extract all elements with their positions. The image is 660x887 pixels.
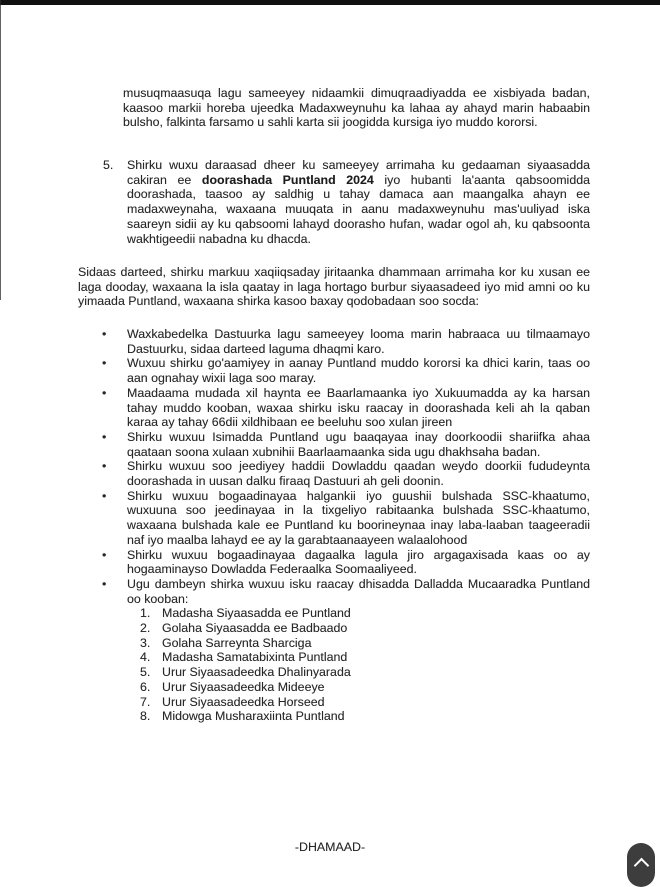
list-item <box>102 356 590 385</box>
bullet-text: Wuxuu shirku go'aamiyey in aanay Puntland muddo kororsi ka dhici karin, taas oo aan ognahay wixii laga soo maray. <box>127 356 590 386</box>
list-item <box>140 695 590 710</box>
list-item <box>102 327 590 356</box>
bullet-icon: • <box>102 547 107 562</box>
bullet-icon: • <box>102 327 107 341</box>
coalition-item-number: 7. <box>140 694 151 709</box>
bullet-text: Ugu dambeyn shirka wuxuu isku raacay dhisadda Dalladda Mucaaradka Puntland oo kooban: <box>127 576 590 606</box>
intro-paragraph: musuqmaasuqa lagu sameeyey nidaamkii dimuqraadiyadda ee xisbiyada badan, kaasoo markii horeba ujeedka Madaxweynuhu ka lahaa ay ahayd marin habaabin bulsho, falkinta farsamo u sahli karta sii joogidda kursiga iyo muddo kororsi. <box>123 86 590 130</box>
bullet-icon: • <box>102 576 107 591</box>
coalition-item-label: Golaha Sarreynta Sharciga <box>162 635 312 650</box>
left-edge-line <box>0 0 1 300</box>
list-item <box>102 577 590 606</box>
list-item <box>140 665 590 680</box>
list-item <box>140 650 590 665</box>
point-5-bold-text: doorashada Puntland 2024 <box>201 172 374 187</box>
coalition-item-label: Urur Siyaasadeedka Horseed <box>162 694 325 709</box>
bullet-icon: • <box>102 356 107 371</box>
resolutions-list <box>102 327 590 724</box>
coalition-item-label: Madasha Samatabixinta Puntland <box>162 650 348 665</box>
list-item <box>140 709 590 724</box>
coalition-item-number: 3. <box>140 635 151 650</box>
scroll-to-top-button[interactable] <box>627 843 655 887</box>
list-item <box>102 459 590 488</box>
numbered-point-5 <box>103 158 590 246</box>
list-item <box>140 621 590 636</box>
list-item <box>140 636 590 651</box>
coalition-item-number: 4. <box>140 650 151 665</box>
top-border-bar <box>0 0 660 5</box>
list-item <box>102 430 590 459</box>
coalition-item-number: 1. <box>140 606 151 621</box>
conclusion-paragraph: Sidaas darteed, shirku markuu xaqiiqsaday jiritaanka dhammaan arrimaha kor ku xusan ee laga dooday, waxaana la isla qaatay in laga hortago burbur siyaasadeed iyo mid amni oo ku yimaada Puntland, waxaana shirka kasoo baxay qodobadaan soo socda: <box>78 265 590 309</box>
bullet-icon: • <box>102 488 107 503</box>
list-item <box>102 548 590 577</box>
chevron-up-icon <box>633 858 649 874</box>
list-item <box>102 386 590 430</box>
coalition-item-label: Golaha Siyaasadda ee Badbaado <box>162 621 348 636</box>
bullet-text: Shirku wuxuu bogaadinayaa dagaalka lagula jiro argagaxisada kaas oo ay hogaaminayso Dowladda Federaalka Soomaaliyeed. <box>127 547 590 577</box>
list-item <box>140 680 590 695</box>
document-end-marker: -DHAMAAD- <box>294 840 366 854</box>
coalition-item-label: Madasha Siyaasadda ee Puntland <box>162 606 351 621</box>
coalition-item-label: Midowga Musharaxiinta Puntland <box>162 709 345 724</box>
bullet-icon: • <box>102 385 107 400</box>
coalition-item-label: Urur Siyaasadeedka Dhalinyarada <box>162 665 351 680</box>
list-item <box>102 489 590 548</box>
bullet-icon: • <box>102 429 107 444</box>
coalition-item-number: 5. <box>140 665 151 680</box>
coalition-item-number: 8. <box>140 709 151 724</box>
coalition-item-number: 6. <box>140 679 151 694</box>
bullet-text: Shirku wuxuu soo jeediyey haddii Dowladdu qaadan weydo doorkii fududeynta doorashada in uusan dalku firaaq Dastuuri ah geli doonin. <box>127 459 590 489</box>
bullet-text: Waxkabedelka Dastuurka lagu sameeyey looma marin habraaca uu tilmaamayo Dastuurku, sidaa darteed laguma dhaqmi karo. <box>127 327 590 356</box>
bullet-text: Shirku wuxuu Isimadda Puntland ugu baaqayaa inay doorkoodii shariifka ahaa qaataan soona xulaan xubnihii Baarlaamaanka sida ugu dhakhsaha badan. <box>127 429 590 459</box>
coalition-item-number: 2. <box>140 621 151 636</box>
bullet-text: Maadaama mudada xil haynta ee Baarlamaanka iyo Xukuumadda ay ka harsan tahay muddo kooban, waxaa shirku isku raacay in doorashada keli ah la qaban karaa ay tahay 66dii xildhibaan ee beeluhu soo xulan jireen <box>127 385 590 430</box>
bullet-icon: • <box>102 459 107 474</box>
point-5-text-before: Shirku wuxu daraasad dheer ku sameeyey arrimaha ku gedaaman siyaasadda cakiran ee <box>127 158 590 187</box>
list-item <box>140 606 590 621</box>
bullet-text: Shirku wuxuu bogaadinayaa halgankii iyo guushii bulshada SSC-khaatumo, wuxuuna soo jeedinayaa in la tixgeliyo rabitaanka bulshada SSC-khaatumo, waxaana bulshada kale ee Puntland ku boorineynaa inay laba-laaban taageeradii naf iyo maalba lahayd ee ay la garabtaanaayeen walaalohood <box>127 488 590 547</box>
coalition-item-label: Urur Siyaasadeedka Mideeye <box>162 679 325 694</box>
point-5-text-after: iyo hubanti la'aanta qabsoomidda doorashada, taasoo ay saldhig u tahay damaca aan maangalka ahayn ee madaxweynaha, waxaana muuqata in aanu madaxweynuhu mas'uuliyad iska saareyn sidii ay ku qabsoomi lahayd doorasho hufan, wadar ogol ah, ku qabsoonta wakhtigeedii nabadna ku dhacda. <box>127 172 590 246</box>
coalition-member-list <box>140 606 590 724</box>
point-5-text <box>127 158 590 246</box>
point-5-number: 5. <box>103 158 114 172</box>
